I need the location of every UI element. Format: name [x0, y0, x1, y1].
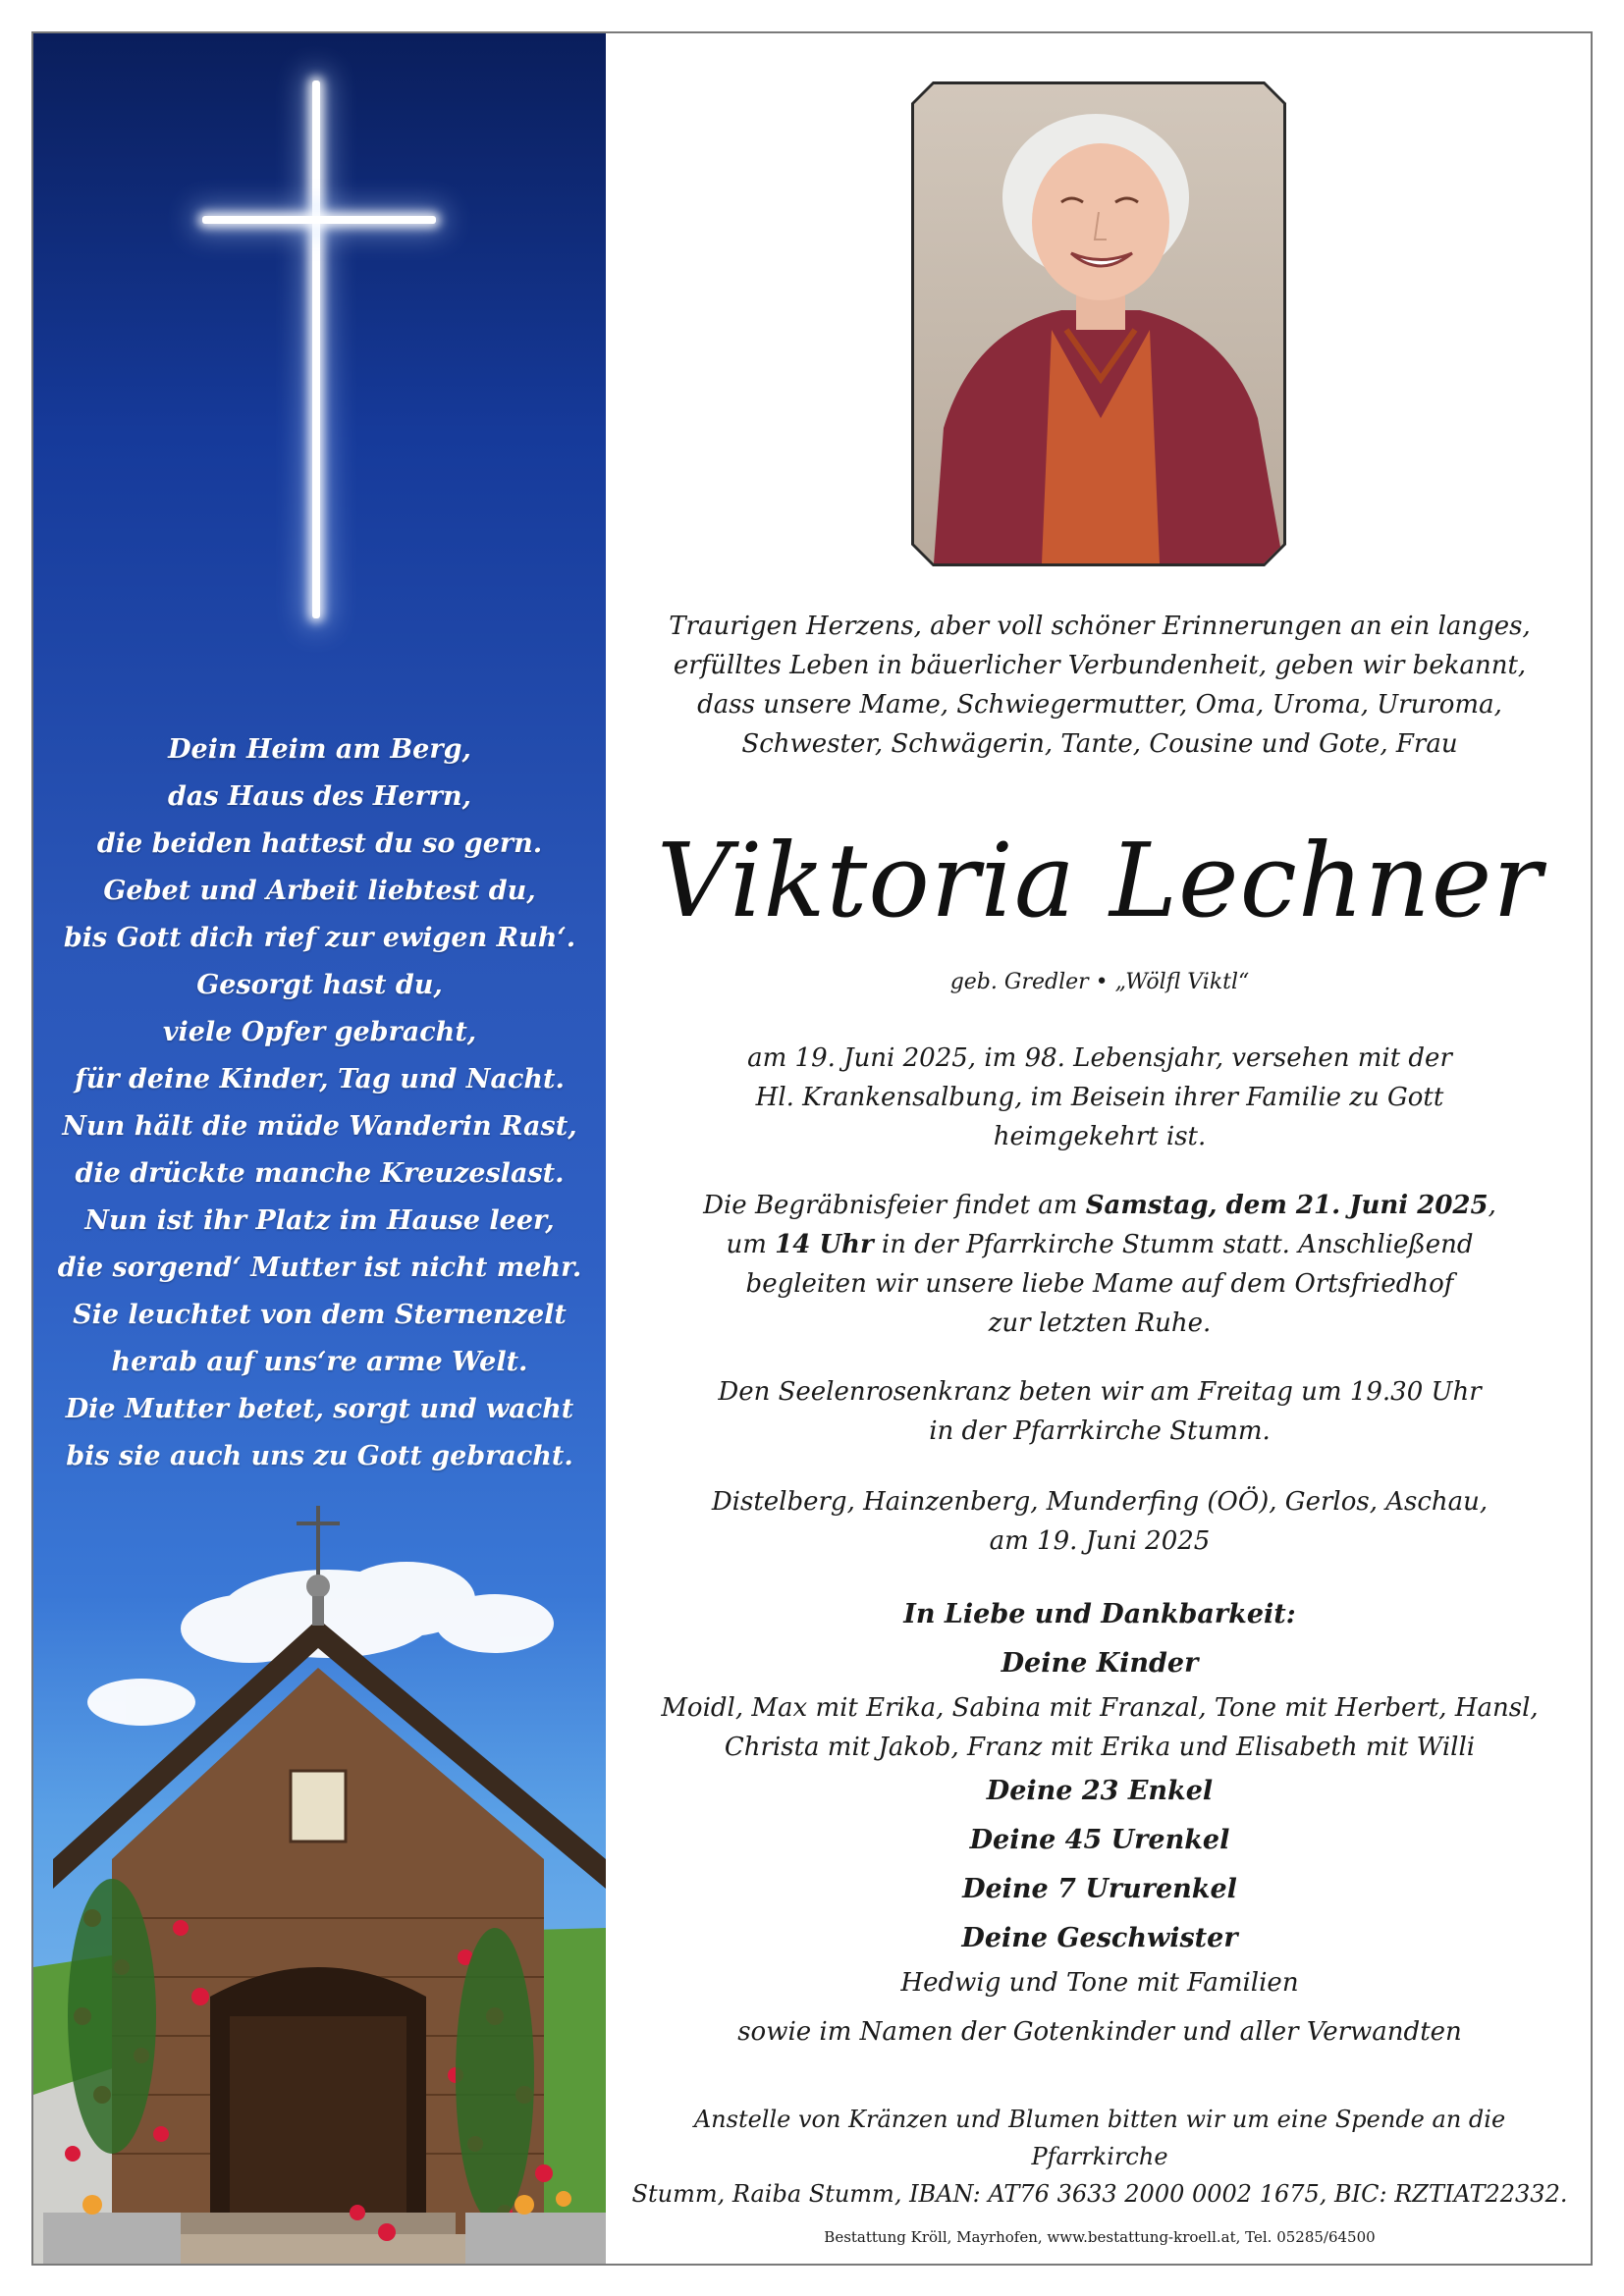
donation-line: Stumm, Raiba Stumm, IBAN: AT76 3633 2000 0002 1675, BIC: RZTIAT22332. — [631, 2180, 1568, 2208]
poem-line: Sie leuchtet von dem Sternenzelt — [73, 1300, 567, 1330]
intro-line: Schwester, Schwägerin, Tante, Cousine und Gote, Frau — [741, 729, 1458, 759]
poem-line: die drückte manche Kreuzeslast. — [75, 1158, 565, 1189]
grandchildren: Deine 23 Enkel — [986, 1776, 1214, 1806]
place-line: am 19. Juni 2025 — [989, 1526, 1211, 1556]
poem-line: Dein Heim am Berg, — [168, 734, 471, 765]
cross-icon — [312, 80, 320, 618]
funeral-text: , — [1488, 1191, 1496, 1220]
rosary-info — [628, 1372, 1571, 1451]
chapel-image — [33, 1506, 606, 2264]
poem-line: Nun hält die müde Wanderin Rast, — [62, 1111, 577, 1142]
family-section — [628, 1590, 1571, 2052]
poem-line: bis sie auch uns zu Gott gebracht. — [66, 1441, 573, 1471]
poem-line: herab auf uns‘re arme Welt. — [111, 1347, 528, 1377]
funeral-line-4: zur letzten Ruhe. — [988, 1308, 1212, 1338]
place-date — [628, 1482, 1571, 1561]
funeral-line-2 — [628, 1225, 1571, 1264]
intro-text — [628, 607, 1571, 764]
children-list: Moidl, Max mit Erika, Sabina mit Franzal, Tone mit Herbert, Hansl, — [661, 1693, 1539, 1723]
left-panel — [33, 33, 606, 2264]
poem-line: Die Mutter betet, sorgt und wacht — [65, 1394, 574, 1424]
intro-line: erfülltes Leben in bäuerlicher Verbundenheit, geben wir bekannt, — [673, 651, 1527, 680]
funeral-info — [628, 1186, 1571, 1343]
deceased-name: Viktoria Lechner — [656, 821, 1543, 940]
donation-line: Anstelle von Kränzen und Blumen bitten wir um eine Spende an die Pfarrkirche — [693, 2106, 1506, 2170]
siblings-list: Hedwig und Tone mit Familien — [900, 1968, 1299, 1998]
family-closing: sowie im Namen der Gotenkinder und aller Verwandten — [737, 2017, 1462, 2047]
donation-note — [628, 2101, 1571, 2213]
place-line: Distelberg, Hainzenberg, Munderfing (OÖ), Gerlos, Aschau, — [711, 1487, 1489, 1517]
great-great-grandchildren: Deine 7 Ururenkel — [962, 1874, 1237, 1904]
funeral-line-1 — [628, 1186, 1571, 1225]
portrait-frame — [911, 81, 1286, 566]
great-grandchildren: Deine 45 Urenkel — [969, 1825, 1230, 1855]
death-line: heimgekehrt ist. — [993, 1122, 1207, 1151]
poem-line: Nun ist ihr Platz im Hause leer, — [84, 1205, 555, 1236]
children-heading: Deine Kinder — [1001, 1648, 1199, 1679]
siblings-heading: Deine Geschwister — [961, 1923, 1238, 1953]
family-heading: In Liebe und Dankbarkeit: — [903, 1599, 1296, 1629]
funeral-text: um — [726, 1230, 776, 1259]
poem-line: die sorgend‘ Mutter ist nicht mehr. — [57, 1253, 582, 1283]
poem-line: bis Gott dich rief zur ewigen Ruh‘. — [63, 923, 576, 953]
funeral-text: in der Pfarrkirche Stumm statt. Anschließend — [873, 1230, 1474, 1259]
death-line: Hl. Krankensalbung, im Beisein ihrer Familie zu Gott — [755, 1083, 1444, 1112]
portrait-photo — [914, 84, 1283, 563]
funeral-date: Samstag, dem 21. Juni 2025 — [1085, 1191, 1489, 1220]
death-notice — [628, 1039, 1571, 1156]
rosary-line: in der Pfarrkirche Stumm. — [929, 1416, 1271, 1446]
rosary-line: Den Seelenrosenkranz beten wir am Freitag um 19.30 Uhr — [718, 1377, 1482, 1407]
funeral-line-3: begleiten wir unsere liebe Mame auf dem Ortsfriedhof — [745, 1269, 1454, 1299]
poem-line: die beiden hattest du so gern. — [96, 828, 543, 859]
intro-line: Traurigen Herzens, aber voll schöner Erinnerungen an ein langes, — [669, 612, 1531, 641]
cross-icon-bar — [202, 216, 436, 224]
footer: Bestattung Kröll, Mayrhofen, www.bestattung-kroell.at, Tel. 05285/64500 — [824, 2228, 1376, 2246]
funeral-text: Die Begräbnisfeier findet am — [703, 1191, 1086, 1220]
intro-line: dass unsere Mame, Schwiegermutter, Oma, Uroma, Ururoma, — [697, 690, 1502, 720]
poem — [53, 726, 586, 1480]
funeral-time: 14 Uhr — [775, 1230, 874, 1259]
poem-line: das Haus des Herrn, — [167, 781, 472, 812]
children-list: Christa mit Jakob, Franz mit Erika und Elisabeth mit Willi — [724, 1733, 1476, 1762]
poem-line: Gebet und Arbeit liebtest du, — [103, 876, 536, 906]
birth-name: geb. Gredler • „Wölfl Viktl“ — [949, 970, 1250, 994]
poem-line: für deine Kinder, Tag und Nacht. — [75, 1064, 565, 1095]
poem-line: Gesorgt hast du, — [196, 970, 443, 1000]
death-line: am 19. Juni 2025, im 98. Lebensjahr, versehen mit der — [747, 1043, 1452, 1073]
poem-line: viele Opfer gebracht, — [162, 1017, 477, 1047]
